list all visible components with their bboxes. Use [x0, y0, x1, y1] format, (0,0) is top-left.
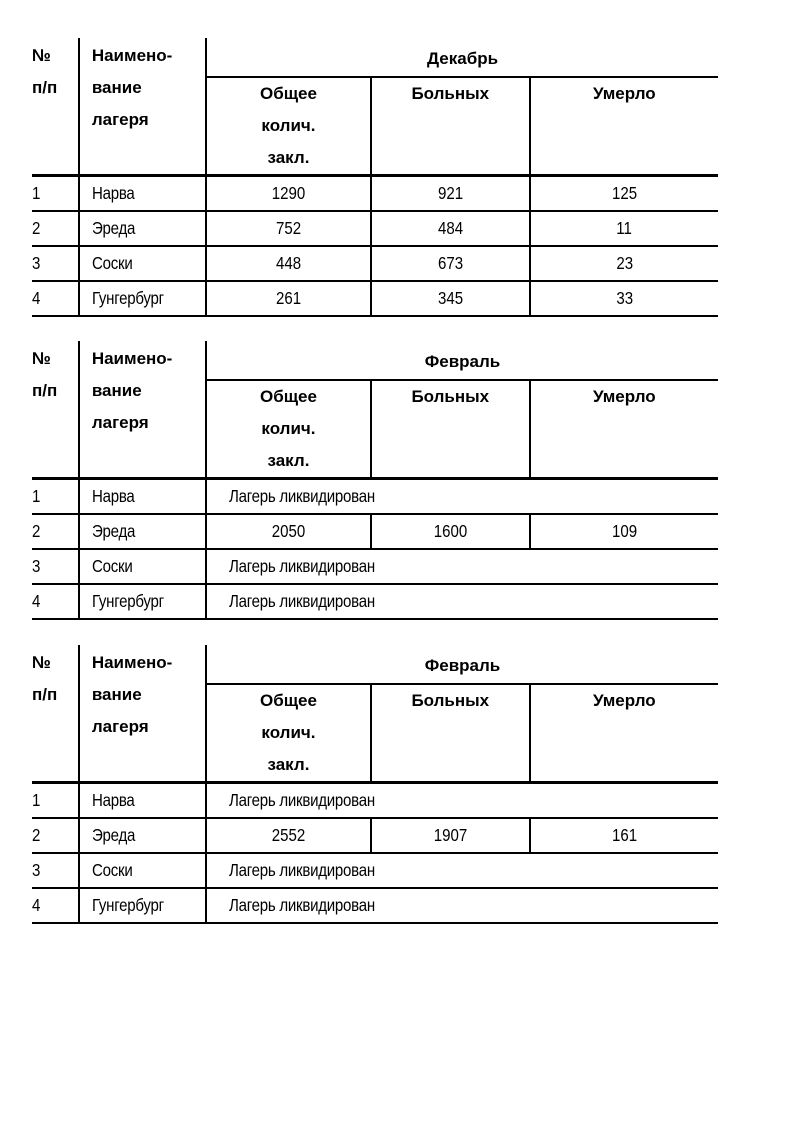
table-row [32, 818, 718, 853]
table-row [32, 888, 718, 923]
header-sick: Больных [411, 84, 490, 103]
header-total-line3: закл. [267, 755, 310, 774]
row-camp-name: Гунгербург [79, 281, 206, 316]
row-camp-name: Соски [79, 246, 206, 281]
row-sick: 345 [371, 281, 530, 316]
header-camp-name-cell [79, 341, 206, 479]
camp-table-3 [32, 645, 718, 924]
camp-table-2 [32, 341, 718, 620]
row-liquidated-note: Лагерь ликвидирован [206, 549, 718, 584]
table-row [32, 176, 718, 212]
table-row [32, 549, 718, 584]
row-camp-name: Соски [79, 853, 206, 888]
header-camp-name-line1: Наимено- [91, 653, 173, 672]
header-camp-name-line1: Наимено- [91, 46, 173, 65]
row-camp-name: Гунгербург [79, 584, 206, 619]
row-sick: 484 [371, 211, 530, 246]
row-camp-name: Эреда [79, 514, 206, 549]
row-camp-name: Соски [79, 549, 206, 584]
table-row [32, 479, 718, 515]
camp-table-1 [32, 38, 718, 317]
header-total-line1: Общее [259, 84, 317, 103]
header-camp-name-line2: вание [91, 685, 142, 704]
header-camp-name-cell [79, 38, 206, 176]
table-row [32, 211, 718, 246]
row-camp-name: Нарва [79, 479, 206, 515]
row-number: 1 [32, 479, 79, 515]
table-row [32, 246, 718, 281]
header-camp-name-line2: вание [91, 78, 142, 97]
header-total-line2: колич. [261, 723, 316, 742]
row-dead: 125 [530, 176, 718, 212]
header-sick-cell [371, 380, 530, 479]
row-number: 4 [32, 888, 79, 923]
header-sick: Больных [411, 387, 490, 406]
row-total-prisoners: 261 [206, 281, 371, 316]
header-total-line3: закл. [267, 451, 310, 470]
row-total-prisoners: 752 [206, 211, 371, 246]
row-camp-name: Эреда [79, 211, 206, 246]
row-number: 1 [32, 783, 79, 819]
header-sick-cell [371, 77, 530, 176]
header-total-line1: Общее [259, 691, 317, 710]
row-dead: 161 [530, 818, 718, 853]
header-number-line1: № [32, 653, 51, 672]
header-camp-name-line3: лагеря [91, 717, 149, 736]
row-number: 1 [32, 176, 79, 212]
row-liquidated-note: Лагерь ликвидирован [206, 584, 718, 619]
row-camp-name: Гунгербург [79, 888, 206, 923]
header-dead-cell [530, 77, 718, 176]
table-row [32, 853, 718, 888]
row-number: 4 [32, 584, 79, 619]
table-row [32, 783, 718, 819]
header-total-cell [206, 684, 371, 783]
header-camp-name-line3: лагеря [91, 413, 149, 432]
header-sick: Больных [411, 691, 490, 710]
row-number: 4 [32, 281, 79, 316]
table-row [32, 514, 718, 549]
header-dead: Умерло [592, 387, 656, 406]
row-dead: 11 [530, 211, 718, 246]
row-total-prisoners: 1290 [206, 176, 371, 212]
header-camp-name-cell [79, 645, 206, 783]
row-number: 2 [32, 514, 79, 549]
row-total-prisoners: 448 [206, 246, 371, 281]
row-liquidated-note: Лагерь ликвидирован [206, 783, 718, 819]
header-number-line2: п/п [32, 685, 58, 704]
header-camp-name-line2: вание [91, 381, 142, 400]
row-liquidated-note: Лагерь ликвидирован [206, 479, 718, 515]
header-number-line2: п/п [32, 78, 58, 97]
header-total-line2: колич. [261, 419, 316, 438]
row-number: 3 [32, 549, 79, 584]
header-number-line2: п/п [32, 381, 58, 400]
row-number: 3 [32, 246, 79, 281]
row-dead: 23 [530, 246, 718, 281]
header-camp-name-line1: Наимено- [91, 349, 173, 368]
header-number-cell [32, 645, 79, 783]
header-total-cell [206, 77, 371, 176]
header-number-line1: № [32, 349, 51, 368]
row-number: 3 [32, 853, 79, 888]
header-number-line1: № [32, 46, 51, 65]
header-dead-cell [530, 380, 718, 479]
row-sick: 673 [371, 246, 530, 281]
header-month: Февраль [206, 645, 718, 684]
header-month: Декабрь [206, 38, 718, 77]
row-camp-name: Нарва [79, 176, 206, 212]
row-dead: 109 [530, 514, 718, 549]
row-liquidated-note: Лагерь ликвидирован [206, 888, 718, 923]
row-total-prisoners: 2050 [206, 514, 371, 549]
header-number-cell [32, 38, 79, 176]
header-dead-cell [530, 684, 718, 783]
row-total-prisoners: 2552 [206, 818, 371, 853]
row-number: 2 [32, 211, 79, 246]
row-liquidated-note: Лагерь ликвидирован [206, 853, 718, 888]
row-dead: 33 [530, 281, 718, 316]
table-row [32, 584, 718, 619]
row-number: 2 [32, 818, 79, 853]
header-dead: Умерло [592, 691, 656, 710]
row-camp-name: Нарва [79, 783, 206, 819]
table-row [32, 281, 718, 316]
header-total-line2: колич. [261, 116, 316, 135]
header-number-cell [32, 341, 79, 479]
header-total-line3: закл. [267, 148, 310, 167]
row-sick: 1907 [371, 818, 530, 853]
row-sick: 921 [371, 176, 530, 212]
header-total-line1: Общее [259, 387, 317, 406]
header-month: Февраль [206, 341, 718, 380]
header-dead: Умерло [592, 84, 656, 103]
header-sick-cell [371, 684, 530, 783]
header-camp-name-line3: лагеря [91, 110, 149, 129]
row-sick: 1600 [371, 514, 530, 549]
row-camp-name: Эреда [79, 818, 206, 853]
header-total-cell [206, 380, 371, 479]
